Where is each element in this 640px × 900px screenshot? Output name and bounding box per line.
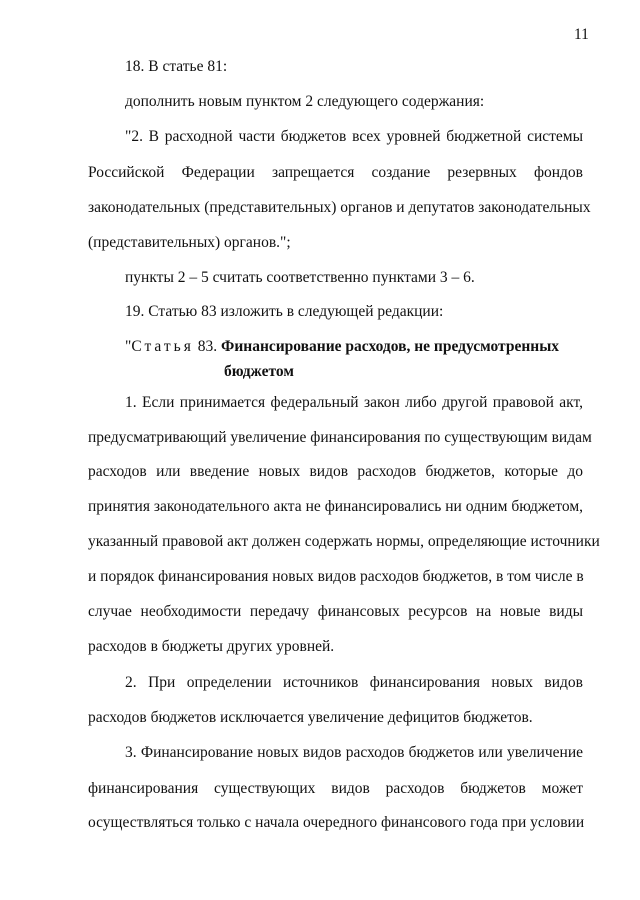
item-18-heading: 18. В статье 81: (125, 58, 228, 75)
article-paragraph-1-line: 1. Если принимается федеральный закон либо другой правовой акт, (125, 394, 583, 411)
item-18-renumber: пункты 2 – 5 считать соответственно пунктами 3 – 6. (125, 269, 475, 286)
article-paragraph-1-line: расходов или введение новых видов расходов бюджетов, которые до (88, 463, 583, 480)
article-paragraph-1-line: и порядок финансирования новых видов расходов бюджетов, в том числе в (88, 568, 584, 585)
article-paragraph-1-line: расходов в бюджеты других уровней. (88, 638, 335, 655)
article-label: Статья (131, 338, 194, 355)
item-19-heading: 19. Статью 83 изложить в следующей редакции: (125, 303, 444, 320)
item-18-intro: дополнить новым пунктом 2 следующего содержания: (125, 93, 485, 110)
article-title: Финансирование расходов, не предусмотренных (221, 338, 560, 355)
article-heading (125, 337, 559, 357)
article-paragraph-1-line: указанный правовой акт должен содержать нормы, определяющие источники (88, 533, 600, 550)
article-paragraph-3-line: 3. Финансирование новых видов расходов бюджетов или увеличение (125, 744, 583, 761)
item-18-quote-line: (представительных) органов."; (88, 234, 291, 251)
item-18-quote-line: Российской Федерации запрещается создание резервных фондов (88, 164, 583, 181)
article-quote-open: " (125, 338, 132, 355)
article-paragraph-1-line: принятия законодательного акта не финансировались ни одним бюджетом, (88, 498, 583, 515)
page-number: 11 (574, 26, 589, 43)
article-paragraph-2-line: 2. При определении источников финансирования новых видов (125, 674, 583, 691)
article-paragraph-1-line: предусматривающий увеличение финансирования по существующим видам (88, 429, 592, 446)
article-title-continued: бюджетом (224, 363, 294, 380)
article-paragraph-3-line: осуществляться только с начала очередного финансового года при условии (88, 814, 585, 831)
item-18-quote-line: законодательных (представительных) органов и депутатов законодательных (88, 199, 591, 216)
article-paragraph-3-line: финансирования существующих видов расходов бюджетов может (88, 780, 583, 797)
article-paragraph-1-line: случае необходимости передачу финансовых ресурсов на новые виды (88, 603, 583, 620)
item-18-quote-line: "2. В расходной части бюджетов всех уровней бюджетной системы (125, 128, 583, 145)
article-paragraph-2-line: расходов бюджетов исключается увеличение дефицитов бюджетов. (88, 709, 533, 726)
article-number: 83. (197, 338, 218, 355)
